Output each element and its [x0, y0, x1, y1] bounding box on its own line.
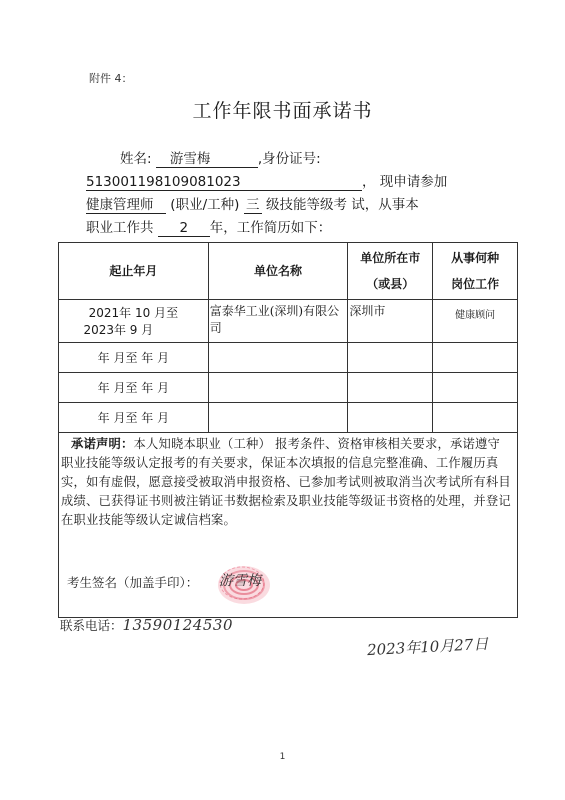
id-value: 513001198109081023 — [86, 174, 362, 191]
occupation-value: 健康管理师 — [86, 193, 166, 214]
header-period: 起止年月 — [59, 243, 209, 300]
header-post-line2: 岗位工作 — [451, 277, 500, 291]
table-row — [59, 300, 518, 343]
id-label: ,身份证号: — [257, 151, 321, 167]
occupation-line — [86, 193, 419, 214]
row3-city — [348, 373, 433, 403]
table-row — [59, 373, 518, 403]
apply-text: ， 现申请参加 — [362, 174, 448, 190]
row2-post — [433, 343, 518, 373]
work-history-table — [58, 242, 518, 433]
name-line — [120, 147, 321, 168]
signature-date: 2023年10月27日 — [366, 634, 489, 660]
level-suffix: 级技能等级考 试，从事本 — [265, 197, 419, 213]
row2-period: 年 月至 年 月 — [59, 343, 209, 373]
phone-line — [60, 616, 233, 634]
row4-period: 年 月至 年 月 — [59, 403, 209, 433]
row1-city: 深圳市 — [348, 300, 433, 343]
years-value: 2 — [158, 220, 210, 237]
row2-city — [348, 343, 433, 373]
row1-period — [59, 300, 209, 343]
name-value: 游雪梅 — [156, 147, 258, 168]
row4-unit — [208, 403, 348, 433]
name-label: 姓名: — [120, 151, 152, 167]
header-city — [348, 243, 433, 300]
row4-city — [348, 403, 433, 433]
row2-unit — [208, 343, 348, 373]
signature-label: 考生签名（加盖手印）： — [67, 575, 199, 590]
row1-unit: 富泰华工业(深圳)有限公司 — [208, 300, 348, 343]
header-post-line1: 从事何种 — [451, 251, 500, 265]
page-number: 1 — [279, 752, 286, 762]
phone-label: 联系电话： — [60, 618, 123, 633]
table-row — [59, 403, 518, 433]
header-post — [433, 243, 518, 300]
row3-post — [433, 373, 518, 403]
row3-period: 年 月至 年 月 — [59, 373, 209, 403]
row1-period-line1: 2021年 10 月至 — [88, 306, 179, 320]
header-unit: 单位名称 — [208, 243, 348, 300]
level-value: 三 — [244, 193, 262, 214]
header-city-line1: 单位所在市 — [360, 251, 421, 265]
occupation-suffix: (职业/工种) — [170, 197, 240, 213]
row3-unit — [208, 373, 348, 403]
attachment-label: 附件 4： — [89, 72, 133, 85]
id-line — [86, 170, 447, 191]
row1-post: 健康顾问 — [433, 300, 518, 343]
table-header-row — [59, 243, 518, 300]
years-suffix: 年，工作简历如下： — [209, 220, 332, 236]
signature-line — [67, 573, 198, 591]
declaration-text: 本人知晓本职业（工种） 报考条件、资格审核相关要求，承诺遵守职业技能等级认定报考的有关要求，保证本次填报的信息完整准确、工作履历真实，如有虚假，愿意接受被取消申报资格、已参加考试则被取消当次考试所有科目成绩、已获得证书则被注销证书数据检索及职业技能等级证书资格的处理，并登记在职业技能等级认定诚信档案。 — [61, 437, 511, 527]
phone-value: 13590124530 — [122, 616, 233, 634]
years-line — [86, 216, 331, 237]
years-prefix: 职业工作共 — [86, 220, 154, 236]
signed-name: 游雪梅 — [219, 573, 261, 589]
declaration-label: 承诺声明： — [71, 437, 134, 451]
table-row — [59, 343, 518, 373]
declaration — [61, 435, 511, 530]
document-title: 工作年限书面承诺书 — [192, 100, 373, 122]
header-city-line2: （或县） — [366, 277, 415, 291]
row4-post — [433, 403, 518, 433]
row1-period-line2: 2023年 9 月 — [83, 323, 154, 337]
